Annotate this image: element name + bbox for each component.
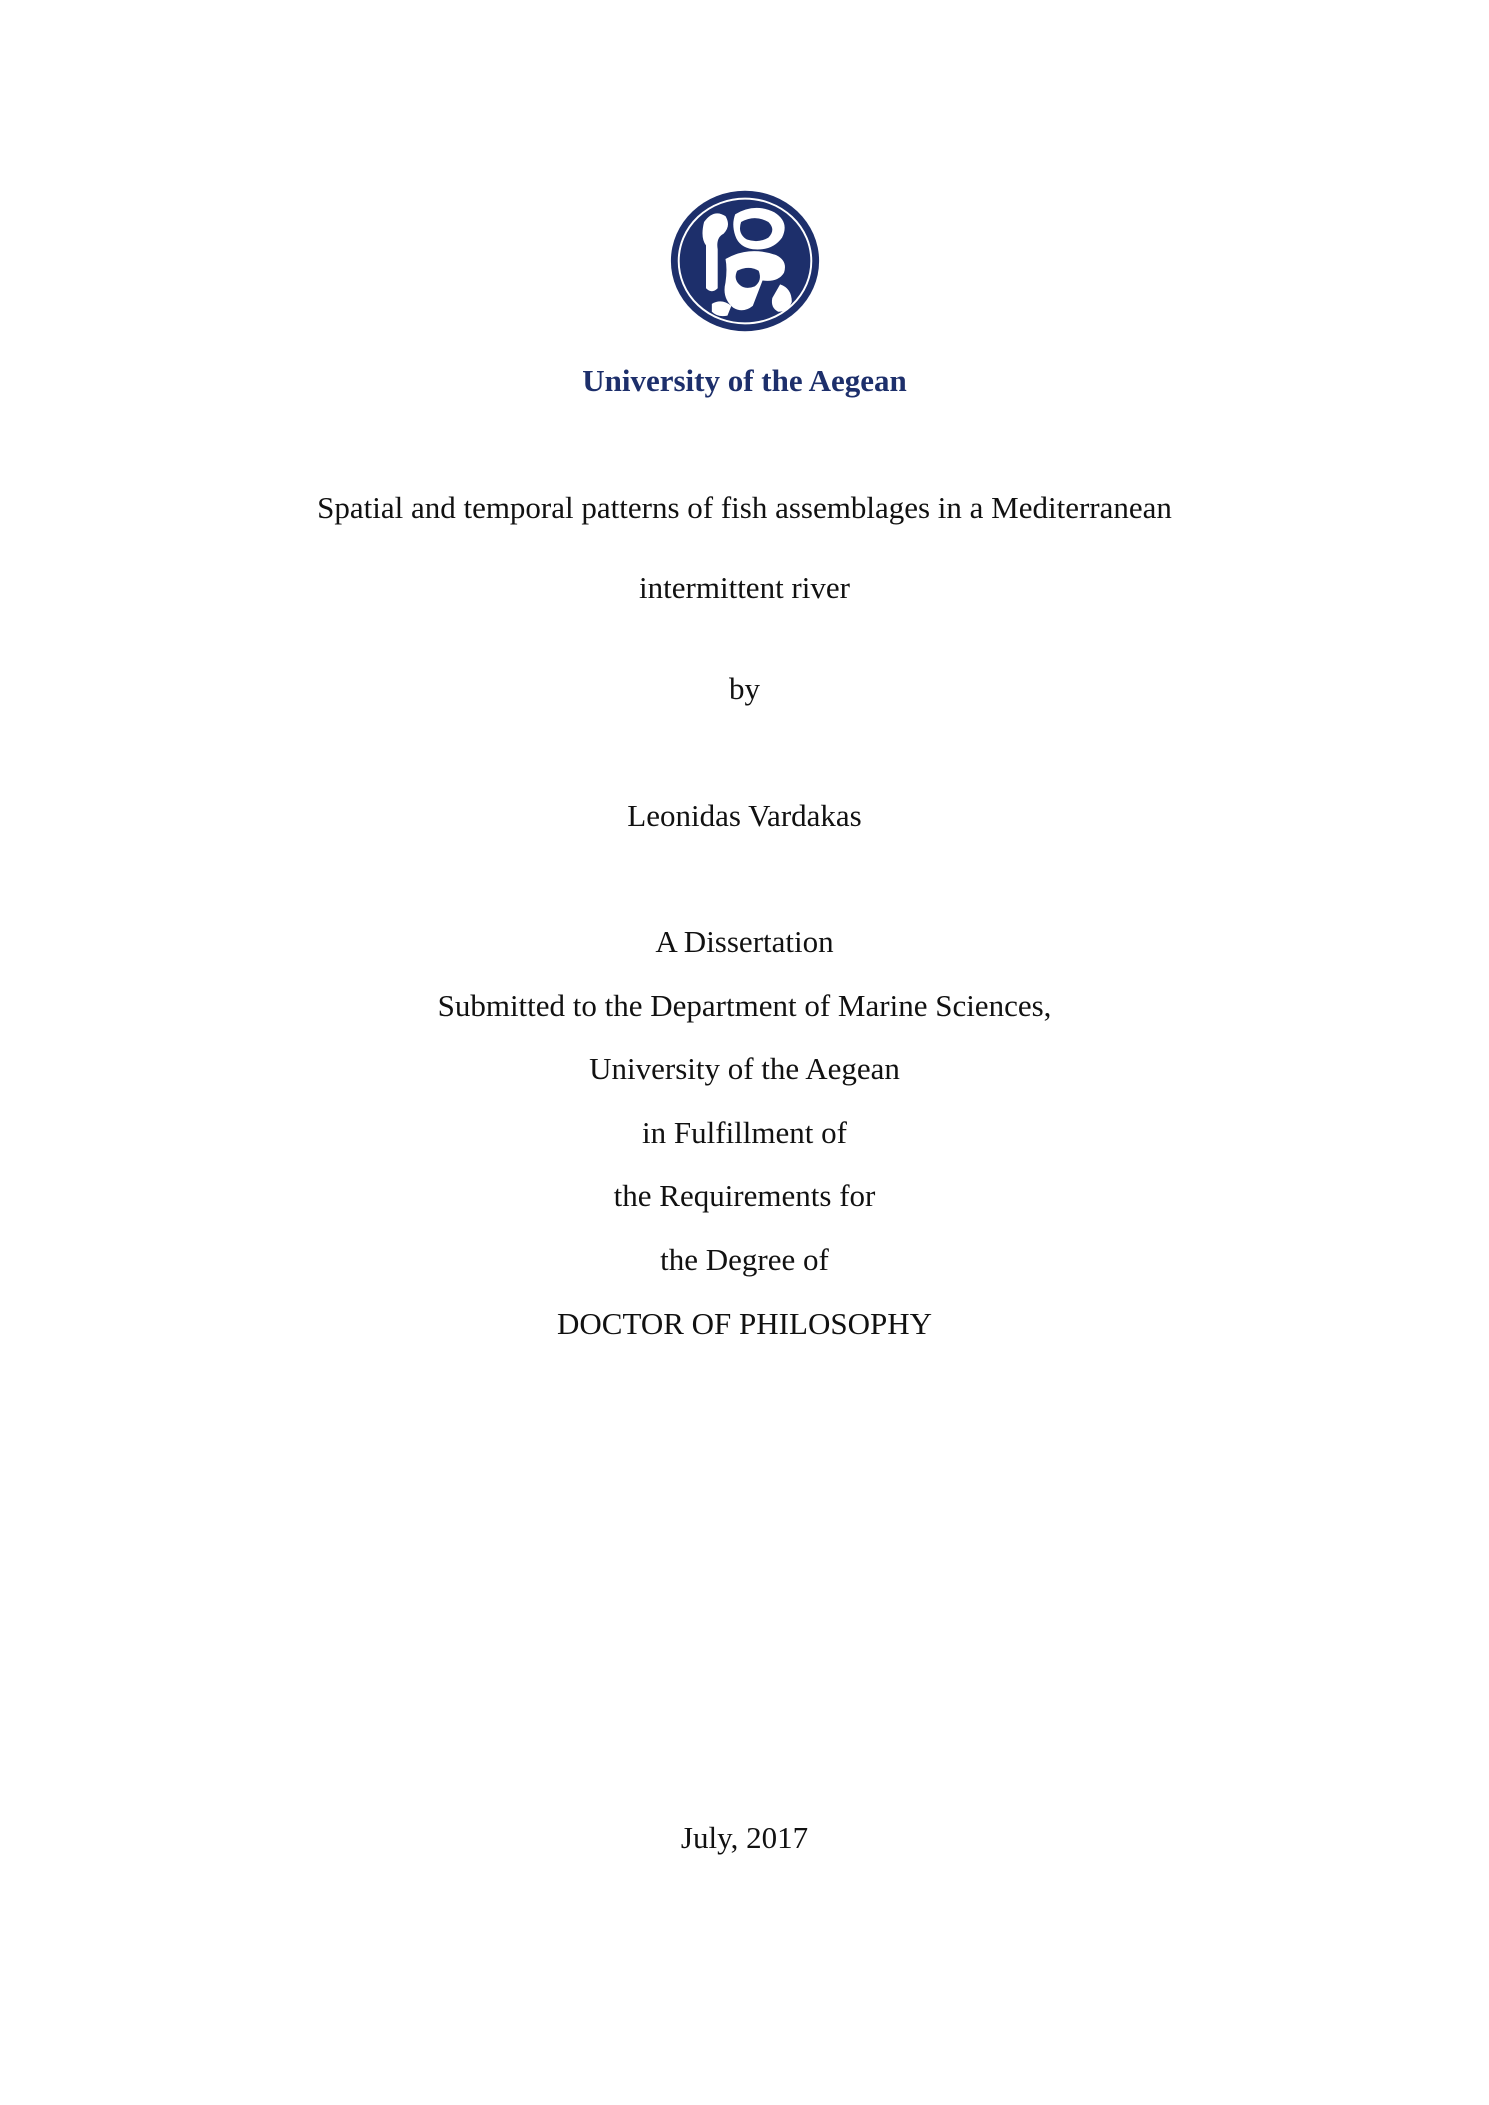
submission-date: July, 2017 [680, 1820, 809, 1855]
submission-line: in Fulfillment of [642, 1115, 847, 1150]
thesis-title-line-2: intermittent river [639, 570, 850, 605]
author-name: Leonidas Vardakas [627, 798, 862, 833]
submission-line: Submitted to the Department of Marine Sciences, [437, 988, 1052, 1023]
submission-line: the Requirements for [613, 1178, 876, 1213]
submission-line: the Degree of [660, 1242, 829, 1277]
university-name: University of the Aegean [582, 363, 907, 398]
degree-name: DOCTOR OF PHILOSOPHY [557, 1306, 932, 1341]
thesis-title-line-1: Spatial and temporal patterns of fish assemblages in a Mediterranean [317, 490, 1172, 525]
submission-line: A Dissertation [655, 924, 834, 959]
university-seal-icon [667, 183, 823, 339]
by-line: by [729, 671, 760, 706]
submission-line: University of the Aegean [589, 1051, 900, 1086]
